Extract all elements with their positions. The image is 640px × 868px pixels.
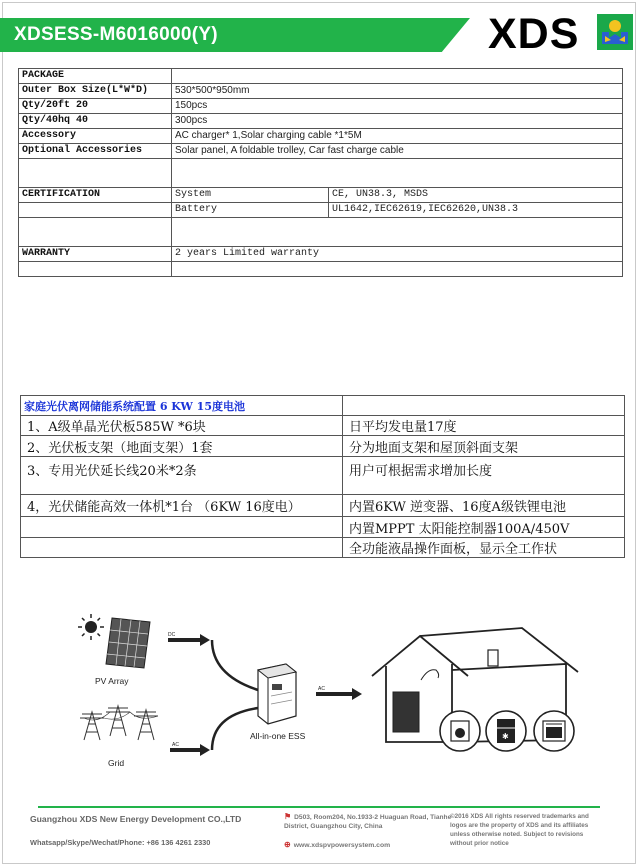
spec-label: PACKAGE (19, 69, 172, 84)
svg-text:✱: ✱ (502, 732, 509, 741)
table-row (19, 203, 623, 218)
spec-value: 300pcs (172, 114, 623, 129)
spec-value: UL1642,IEC62619,IEC62620,UN38.3 (329, 203, 623, 218)
location-pin-icon: ⚑ (284, 812, 292, 821)
config-item: 4，光伏储能高效一体机*1台 （6KW 16度电） (21, 495, 343, 517)
config-detail: 日平均发电量17度 (343, 416, 625, 436)
dc-line (212, 640, 258, 690)
footer-company: Guangzhou XDS New Energy Development CO.,LTD (30, 814, 242, 824)
model-title: XDSESS-M6016000(Y) (14, 24, 218, 45)
footer-website[interactable]: ⊕ www.xdspvpowersystem.com (284, 840, 391, 849)
spec-value: CE, UN38.3, MSDS (329, 188, 623, 203)
config-detail: 全功能液晶操作面板，显示全工作状 (343, 538, 625, 558)
ess-label: All-in-one ESS (250, 731, 306, 741)
table-row (21, 538, 625, 558)
table-row (19, 247, 623, 262)
spec-label: Accessory (19, 129, 172, 144)
table-row (19, 99, 623, 114)
ac-label-grid: AC (172, 742, 179, 748)
config-item: 3、专用光伏延长线20米*2条 (21, 457, 343, 495)
brand-logo-icon (597, 14, 633, 50)
brand-name: XDS (488, 10, 580, 58)
table-row (19, 84, 623, 99)
spec-label: Optional Accessories (19, 144, 172, 159)
system-diagram (0, 600, 640, 800)
table-row (19, 144, 623, 159)
table-row (19, 262, 623, 277)
spec-value: Solar panel, A foldable trolley, Car fast charge cable (172, 144, 623, 159)
spec-label: Outer Box Size(L*W*D) (19, 84, 172, 99)
spec-sublabel: Battery (172, 203, 329, 218)
spec-value: 150pcs (172, 99, 623, 114)
footer-address: ⚑ D503, Room204, No.1933-2 Huaguan Road, Tianhe District, Guangzhou City, China (284, 812, 452, 830)
sun-icon (78, 614, 104, 640)
table-row (21, 416, 625, 436)
spec-label: Qty/40hq 40 (19, 114, 172, 129)
table-row (19, 218, 623, 247)
ac-line (212, 708, 258, 750)
table-row (19, 159, 623, 188)
spec-sublabel: System (172, 188, 329, 203)
spec-label: WARRANTY (19, 247, 172, 262)
globe-icon: ⊕ (284, 840, 291, 849)
config-table (20, 395, 625, 558)
refrigerator-icon (486, 711, 526, 751)
table-row (21, 396, 625, 416)
spec-value: AC charger* 1,Solar charging cable *1*5M (172, 129, 623, 144)
config-detail: 分为地面支架和屋顶斜面支架 (343, 436, 625, 457)
table-row (19, 69, 623, 84)
table-row (21, 457, 625, 495)
config-item: 2、光伏板支架（地面支架）1套 (21, 436, 343, 457)
pv-label: PV Array (95, 676, 129, 686)
spec-value: 530*500*950mm (172, 84, 623, 99)
dc-label: DC (168, 632, 176, 638)
table-row (21, 436, 625, 457)
config-item (21, 538, 343, 558)
table-row (21, 495, 625, 517)
table-row (21, 517, 625, 538)
table-row (19, 129, 623, 144)
oven-icon (534, 711, 574, 751)
spec-label: CERTIFICATION (19, 188, 172, 203)
ac-label-house: AC (318, 686, 325, 692)
spec-value: 2 years Limited warranty (172, 247, 623, 262)
inverter-icon (258, 664, 296, 724)
config-item (21, 517, 343, 538)
config-detail: 用户可根据需求增加长度 (343, 457, 625, 495)
table-row (19, 188, 623, 203)
washing-machine-icon (440, 711, 480, 751)
config-detail: 内置MPPT 太阳能控制器100A/450V (343, 517, 625, 538)
transmission-tower-icon (80, 706, 158, 740)
config-title: 家庭光伏离网储能系统配置 6 KW 15度电池 (21, 396, 343, 416)
config-detail: 内置6KW 逆变器、16度A级铁锂电池 (343, 495, 625, 517)
solar-panel-icon (106, 618, 150, 668)
spec-label: Qty/20ft 20 (19, 99, 172, 114)
config-item: 1、A级单晶光伏板585W *6块 (21, 416, 343, 436)
grid-label: Grid (108, 758, 125, 768)
footer-phone: Whatsapp/Skype/Wechat/Phone: +86 136 4261 2330 (30, 838, 211, 847)
footer-divider (38, 806, 600, 808)
footer-copyright: ©2016 XDS All rights reserved trademarks and logos are the property of XDS and its affiliates unless otherwise noted. Subject to revisions without prior notice (450, 813, 589, 847)
spec-table (18, 68, 623, 277)
table-row (19, 114, 623, 129)
